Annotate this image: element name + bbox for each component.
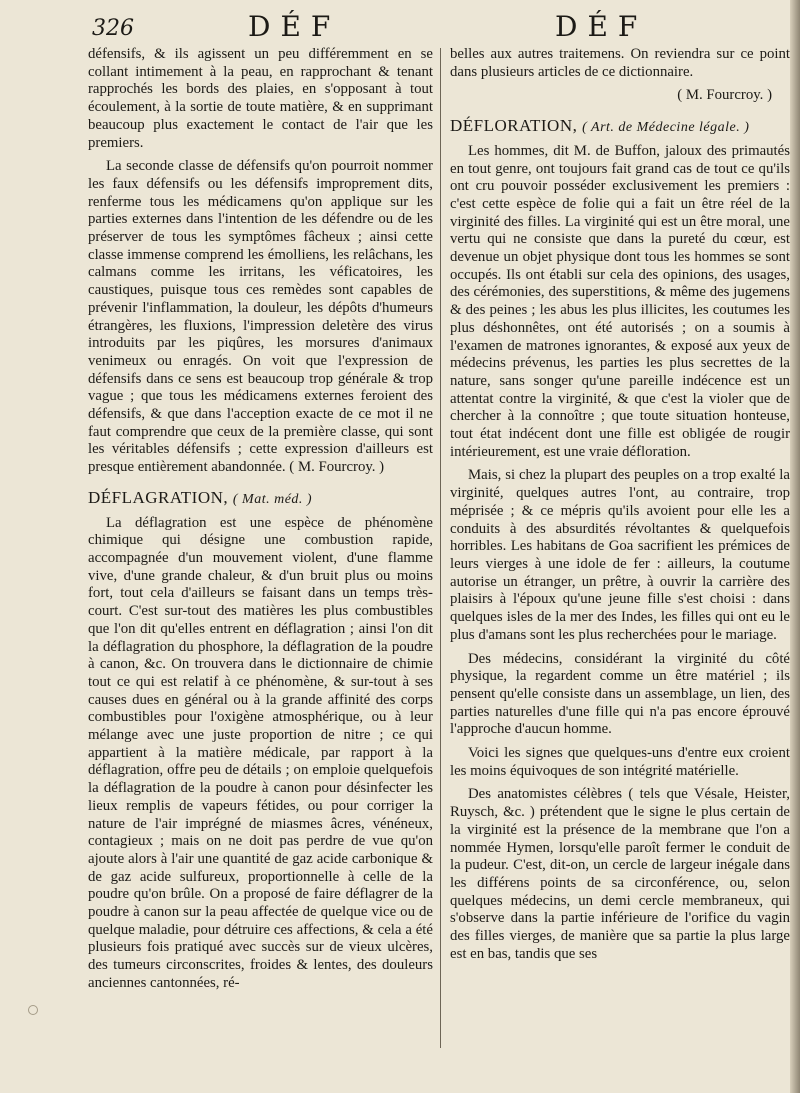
article-category: ( Art. de Médecine légale. ) <box>582 120 750 136</box>
paragraph: Des anatomistes célèbres ( tels que Vésale, Heister, Ruysch, &c. ) prétendent que le signe le plus certain de la virginité est la présence de la membrane que l'on a nommée Hymen, lorsqu'elle paroît fermer le conduit de la pudeur. C'est, dit-on, un cercle de largeur inégale dans les différens points de sa circonférence, ou, selon quelques médecins, un demi cercle membraneux, qui s'observe dans la partie inférieure de l'orifice du vagin des filles vierges, de manière que sa partie la plus large est en bas, tandis que ses <box>450 786 790 962</box>
paragraph: Voici les signes que quelques-uns d'entre eux croient les moins équivoques de son intégrité matérielle. <box>450 745 790 779</box>
page-edge-shadow <box>790 0 800 1093</box>
binding-hole <box>28 1005 38 1015</box>
article-heading <box>450 117 790 137</box>
article-title: DÉFLORATION, <box>450 116 578 136</box>
paragraph: Mais, si chez la plupart des peuples on a trop exalté la virginité, quelques autres l'ont, au contraire, trop méprisée ; & ce mépris qu'ils avoient pour elle les a conduits à des absurdités révoltantes & quelquefois horribles. Les habitans de Goa sacrifient les prémices de leurs vierges à une idole de fer : ailleurs, la coutume autorise un étranger, un prêtre, à ouvrir la carrière des plaisirs à l'époux qu'une jeune fille s'est choisi : dans quelques isles de la mer des Indes, les filles qui ont eu le plus d'amans sont les plus recherchées pour le mariage. <box>450 467 790 643</box>
column-divider <box>440 48 441 1048</box>
right-column <box>450 46 790 969</box>
page-number: 326 <box>92 16 134 41</box>
article-heading <box>88 489 433 509</box>
paragraph: défensifs, & ils agissent un peu différemment en se collant intimement à la peau, en rapprochant & tenant rapprochés les bords des plaies, en s'opposant à tout écoulement, à la sortie de toute matière, & en supprimant beaucoup plus exactement le contact de l'air que les premiers. <box>88 46 433 151</box>
running-header <box>0 8 800 48</box>
paragraph: Les hommes, dit M. de Buffon, jaloux des primautés en tout genre, ont toujours fait grand cas de tout ce qu'ils ont cru pouvoir posséder exclusivement les premiers : c'est cette espèce de folie qui a fait un être réel de la virginité des filles. La virginité qui est un être moral, une vertu qui ne consiste que dans la pureté du cœur, est devenue un objet physique dont tous les hommes se sont occupés. Ils ont établi sur cela des opinions, des usages, des cérémonies, des superstitions, & même des jugemens & des peines ; les abus les plus illicites, les coutumes les plus déshonnêtes, ont été autorisés ; on a soumis à l'examen de matrones ignorantes, & exposé aux yeux de médecins prévenus, les parties les plus secrettes de la nature, sans songer qu'une pareille indécence est un attentat contre la virginité, & que c'est la violer que de chercher à la connoître ; que toute situation honteuse, tout état indécent dont une fille est obligée de rougir intérieurement, est une vraie défloration. <box>450 142 790 460</box>
right-running-title: DÉF <box>555 10 648 43</box>
article-category: ( Mat. méd. ) <box>232 491 313 507</box>
left-running-title: DÉF <box>248 10 341 43</box>
author-signature: ( M. Fourcroy. ) <box>677 87 772 104</box>
paragraph: La seconde classe de défensifs qu'on pourroit nommer les faux défensifs ou les défensifs improprement dits, renferme tous les médicamens qu'on applique sur les parties externes dans l'intention de les défendre ou de les préserver de tous les symptômes fâcheux ; ainsi cette classe immense comprend les émolliens, les relâchans, les calmans comme les irritans, les véficatoires, les caustiques, puisque tous ces remèdes sont capables de prévenir l'inflammation, la douleur, les dépôts d'humeurs étrangères, les fluxions, l'impression deletère des virus introduits par les piqûres, les morsures d'animaux venimeux ou enragés. On voit que l'expression de défensifs dans ce sens est beaucoup trop générale & trop vague ; que tous les médicamens externes feroient des défensifs, & que dans l'acception exacte de ce mot il ne faut comprendre que ceux de la première classe, qui sont les véritables défensifs ; cette expression d'ailleurs est presque entièrement abandonnée. ( M. Fourcroy. ) <box>88 158 433 476</box>
paragraph: Des médecins, considérant la virginité du côté physique, la regardent comme un être matériel ; ils pensent qu'elle consiste dans un assemblage, un lien, des parties naturelles d'une fille qui n'a pas encore éprouvé l'approche d'aucun homme. <box>450 650 790 738</box>
paragraph: belles aux autres traitemens. On reviendra sur ce point dans plusieurs articles de ce dictionnaire. <box>450 46 790 80</box>
article-title: DÉFLAGRATION, <box>88 487 229 507</box>
left-column <box>88 46 433 999</box>
paragraph: La déflagration est une espèce de phénomène chimique qui désigne une combustion rapide, accompagnée d'un mouvement violent, d'une flamme vive, d'une grande chaleur, & d'un bruit plus ou moins fort, tout cela d'ailleurs se faisant dans un temps très-court. C'est sur-tout des matières les plus combustibles que l'on dit qu'elles entrent en déflagration ; ainsi l'on dit la déflagration du phosphore, la déflagration de la poudre à canon, &c. On trouvera dans le dictionnaire de chimie tout ce qui est relatif à ce phénomène, & sur-tout à ses causes dues en général ou à la grande affinité des corps combustibles pour l'oxigène atmosphérique, ou à leur mélange avec une juste proportion de nitre ; ce qui appartient à la matière médicale, par rapport à la déflagration, offre peu de détails ; on emploie quelquefois la déflagration de la poudre à canon pour désinfecter les lieux remplis de vapeurs fétides, ou pour corriger la nature de l'air imprégné de miasmes âcres, vénéneux, contagieux ; mais on ne doit pas perdre de vue qu'on ajoute alors à l'air une quantité de gaz acide carbonique & de gaz acide sulfureux, proportionnelle à celle de la poudre qu'on brûle. On a proposé de faire déflagrer de la poudre à canon sur la peau affectée de quelque vice ou de quelque maladie, pour détruire ces affections, & cela a été plusieurs fois pratiqué avec succès sur de vieux ulcères, des tumeurs circonscrites, froides & lentes, des douleurs anciennes cantonnées, ré- <box>88 514 433 991</box>
